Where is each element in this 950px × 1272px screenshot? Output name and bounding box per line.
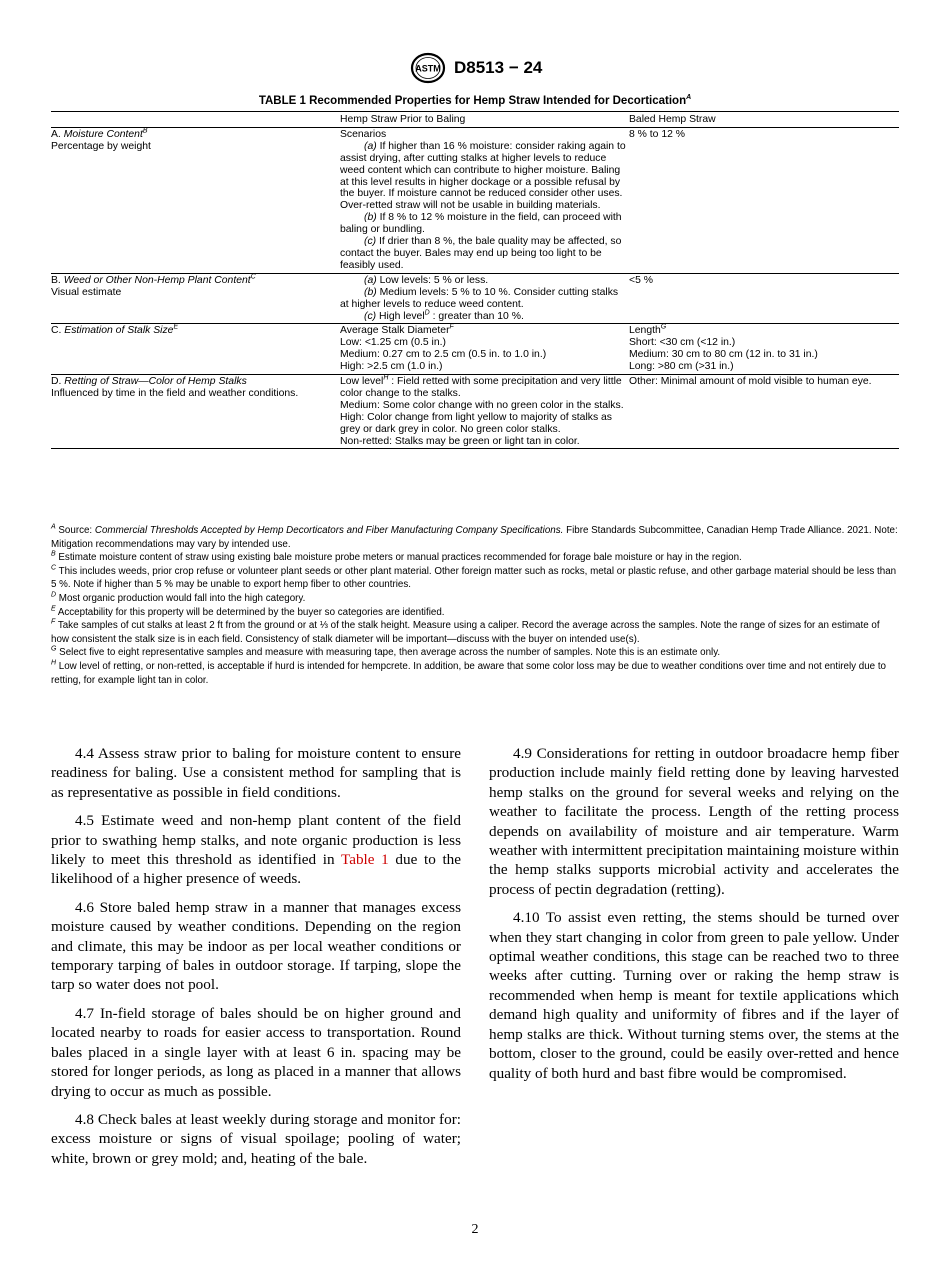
col-header-property bbox=[51, 112, 340, 128]
page-header bbox=[0, 52, 950, 86]
baled-cell: Length$^G$ Short: <30 cm (<12 in.) Medium: 30 cm to 80 cm (12 in. to 31 in.) Long: >80 cm (>31 in.) bbox=[629, 324, 899, 375]
footnote: $^C$ This includes weeds, prior crop refuse or volunteer plant seeds or other plant material. Other foreign matter such as rocks, metal or plastic refuse, and other garbage material should be less than 5 %. Note if higher than 5 % may be unable to export hemp fiber to other countries. bbox=[51, 564, 897, 591]
baled-cell: Other: Minimal amount of mold visible to human eye. bbox=[629, 375, 899, 449]
prior-cell: (a) Low levels: 5 % or less. (b) Medium levels: 5 % to 10 %. Consider cutting stalks at higher levels to reduce weed content. (c) High level$^D$ : greater than 10 %. bbox=[340, 273, 629, 324]
properties-table bbox=[51, 111, 899, 449]
table-row-stalk-size bbox=[51, 324, 899, 375]
body-column-left bbox=[51, 744, 461, 1177]
prior-cell: Average Stalk Diameter$^F$ Low: <1.25 cm (0.5 in.) Medium: 0.27 cm to 2.5 cm (0.5 in. to 1.0 in.) High: >2.5 cm (1.0 in.) bbox=[340, 324, 629, 375]
footnote: $^B$ Estimate moisture content of straw using existing bale moisture probe meters or manual practices recommended for forage bale moisture or hay in the region. bbox=[51, 550, 742, 564]
paragraph-4-7: 4.7 In-field storage of bales should be on higher ground and located nearby to roads for easier access to transportation. Round bales placed in a single layer with at least 6 in. spacing may be stored for longer periods, as long as placed in a manner that allows drying to occur as much as possible. bbox=[51, 1004, 461, 1100]
property-cell: C. Estimation of Stalk Size$^E$ bbox=[51, 324, 340, 375]
baled-cell: <5 % bbox=[629, 273, 899, 324]
footnote: $^F$ Take samples of cut stalks at least 2 ft from the ground or at ⅓ of the stalk height. Measure using a caliper. Record the average across the samples. Note the range of sizes for an estimate of how consistent the stalk size is in each field. Consistency of stalk diameter will be important—discuss with the buyer on intended use(s). bbox=[51, 618, 880, 645]
col-header-prior: Hemp Straw Prior to Baling bbox=[340, 112, 629, 128]
prior-cell: Scenarios (a) If higher than 16 % moisture: consider raking again to assist drying, after cutting stalks at higher levels to reduce weed content which can contribute to higher moisture. Baling at this level results in higher dockage or a possible refusal by the buyer. If moisture cannot be reduced consider other uses. Over-retted straw will not be usable in building materials. (b) If 8 % to 12 % moisture in the field, can proceed with baling or bundling. (c) If drier than 8 %, the bale quality may be affected, so contact the buyer. Bales may end up being too light to be feasibly used. bbox=[340, 127, 629, 273]
table-row-weed bbox=[51, 273, 899, 324]
table-title: TABLE 1 Recommended Properties for Hemp Straw Intended for Decortication$^A$ bbox=[258, 94, 692, 107]
paragraph-4-4: 4.4 Assess straw prior to baling for moisture content to ensure readiness for baling. Use a consistent method for sampling that is as representative as possible in field conditions. bbox=[51, 745, 461, 801]
footnote: $^E$ Acceptability for this property will be determined by the buyer so categories are identified. bbox=[51, 605, 445, 618]
paragraph-4-5: 4.5 Estimate weed and non-hemp plant content of the field prior to swathing hemp stalks, and note organic production is less likely to meet this threshold as identified in Table 1 due to the likelihood of a higher presence of weeds. bbox=[51, 812, 461, 888]
paragraph-4-6: 4.6 Store baled hemp straw in a manner that manages excess moisture caused by weather conditions. Depending on the region and climate, this may be indoor as per local weather conditions or temporary tarping of bales in outdoor storage. If tarping, slope the tarp so water does not pool. bbox=[51, 898, 461, 994]
table-header-row bbox=[51, 112, 899, 128]
baled-cell: 8 % to 12 % bbox=[629, 127, 899, 273]
paragraph-4-9: 4.9 Considerations for retting in outdoor broadacre hemp fiber production include mainly field retting done by leaving harvested hemp stalks on the ground for several weeks and relying on the weather to facilitate the process. Length of the retting process depends on availability of moisture and air temperature. Warm weather with intermittent precipitation maintaining moisture within the hemp stalks supports microbial activity and accelerates the process of pectin degradation (retting). bbox=[489, 745, 899, 898]
astm-logo bbox=[408, 52, 448, 84]
body-column-right bbox=[489, 744, 899, 1092]
page-number: 2 bbox=[471, 1222, 479, 1237]
table-1-link[interactable]: Table 1 bbox=[340, 851, 389, 869]
svg-text:ASTM: ASTM bbox=[415, 63, 441, 74]
table-row-retting bbox=[51, 375, 899, 449]
footnote: $^A$ Source: Commercial Thresholds Accepted by Hemp Decorticators and Fiber Manufacturing Company Specifications. Fibre Standards Subcommittee, Canadian Hemp Trade Alliance. 2021. Note: Mitigation recommendations may vary by intended use. bbox=[51, 523, 898, 550]
property-cell: A. Moisture Content$^B$ Percentage by weight bbox=[51, 127, 340, 273]
footnote: $^G$ Select five to eight representative samples and measure with measuring tape, then average across the number of samples. Note this is an estimate only. bbox=[51, 646, 721, 659]
property-cell: D. Retting of Straw—Color of Hemp Stalks Influenced by time in the field and weather conditions. bbox=[51, 375, 340, 449]
property-cell: B. Weed or Other Non-Hemp Plant Content$^C$ Visual estimate bbox=[51, 273, 340, 324]
col-header-baled: Baled Hemp Straw bbox=[629, 112, 899, 128]
footnote: $^D$ Most organic production would fall into the high category. bbox=[51, 591, 306, 604]
table-row-moisture bbox=[51, 127, 899, 273]
paragraph-4-8: 4.8 Check bales at least weekly during storage and monitor for: excess moisture or signs of visual spoilage; pooling of water; white, brown or grey mold; and, heating of the bale. bbox=[51, 1110, 461, 1167]
footnote: $^H$ Low level of retting, or non-retted, is acceptable if hurd is intended for hempcrete. In addition, be aware that some color loss may be due to weather conditions over time and not entirely due to retting, for example light tan in color. bbox=[51, 659, 886, 686]
paragraph-4-10: 4.10 To assist even retting, the stems should be turned over when they start changing in color from green to pale yellow. Under optimal weather conditions, this stage can be reached two to three weeks after cutting. Turning over or raking the hemp straw is recommended when hemp is meant for textile applications which demand high quality and uniformity of fibres and if the layer of hemp stalks are thick. Without turning stems over, the stems at the bottom, closer to the ground, could be easily over-retted and hence quality of both hurd and bast fibre would be compromised. bbox=[489, 909, 899, 1082]
table-footnotes bbox=[51, 524, 899, 687]
document-designation: D8513 − 24 bbox=[454, 58, 543, 77]
prior-cell: Low level$^H$ : Field retted with some precipitation and very little color change to the stalks. Medium: Some color change with no green color in the stalks. High: Color change from light yellow to majority of stalks as grey or dark grey in color. No green color stalks. Non-retted: Stalks may be green or light tan in color. bbox=[340, 375, 629, 449]
